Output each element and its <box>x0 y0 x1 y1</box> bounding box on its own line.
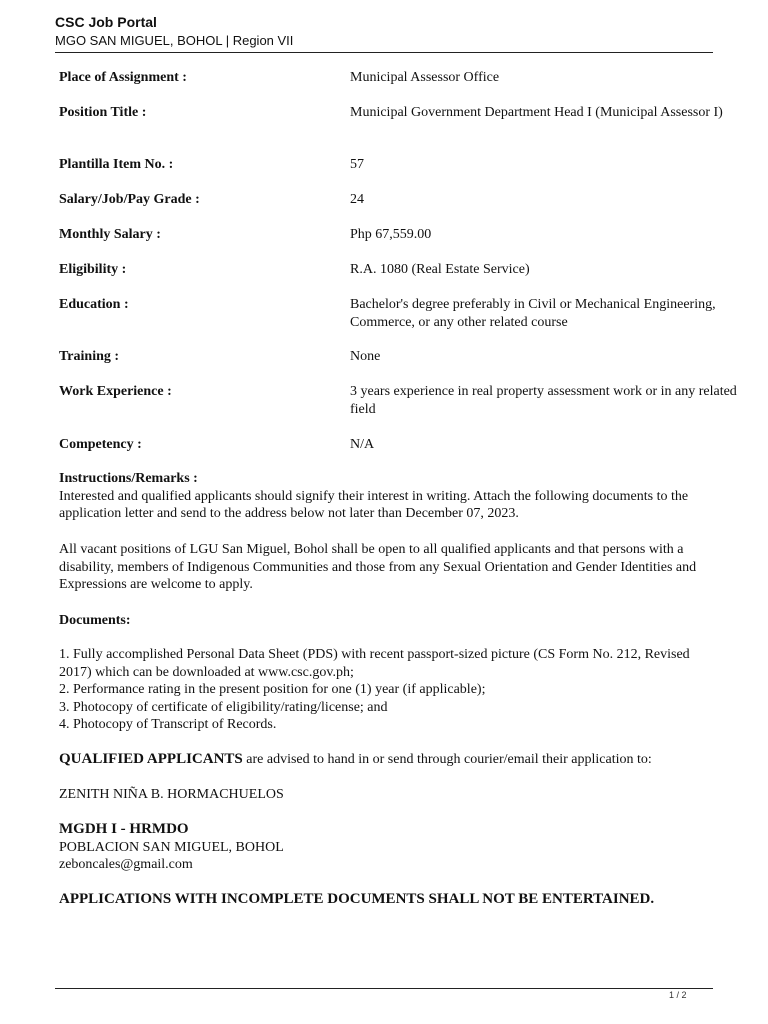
contact-email: zeboncales@gmail.com <box>59 857 193 872</box>
field-value-position-title: Municipal Government Department Head I (Municipal Assessor I) <box>350 105 723 120</box>
field-label-place-of-assignment: Place of Assignment : <box>59 70 187 85</box>
contact-name: ZENITH NIÑA B. HORMACHUELOS <box>59 787 284 802</box>
field-value-monthly-salary: Php 67,559.00 <box>350 227 432 242</box>
contact-block <box>59 821 709 874</box>
qualified-applicants-line <box>59 751 709 769</box>
field-label-training: Training : <box>59 349 120 364</box>
document-item: 1. Fully accomplished Personal Data Sheet (PDS) with recent passport-sized picture (CS Form No. 212, Revised 2017) which can be downloaded at www.csc.gov.ph; <box>59 647 690 680</box>
instructions-section <box>59 470 709 523</box>
office-region: MGO SAN MIGUEL, BOHOL | Region VII <box>55 33 294 48</box>
field-label-education: Education : <box>59 297 129 312</box>
instructions-paragraph: Interested and qualified applicants should signify their interest in writing. Attach the following documents to the application letter and send to the address below not later than December 07, 2023. <box>59 488 689 521</box>
field-label-position-title: Position Title : <box>59 105 147 120</box>
contact-address: POBLACION SAN MIGUEL, BOHOL <box>59 839 284 855</box>
field-value-salary-grade: 24 <box>350 192 364 207</box>
portal-title: CSC Job Portal <box>55 14 157 30</box>
document-item: 2. Performance rating in the present position for one (1) year (if applicable); <box>59 682 486 697</box>
field-value-eligibility: R.A. 1080 (Real Estate Service) <box>350 262 530 277</box>
inclusion-paragraph: All vacant positions of LGU San Miguel, Bohol shall be open to all qualified applicants and that persons with a disability, members of Indigenous Communities and those from any Sexual Orientation and Gender Identities and Expressions are welcome to apply. <box>59 542 697 592</box>
field-value-plantilla-item: 57 <box>350 157 364 172</box>
field-value-place-of-assignment: Municipal Assessor Office <box>350 70 500 85</box>
qualified-applicants-text: are advised to hand in or send through courier/email their application to: <box>242 752 652 767</box>
footer-divider <box>55 988 713 989</box>
field-value-work-experience: 3 years experience in real property assessment work or in any related field <box>350 384 737 417</box>
qualified-applicants-label: QUALIFIED APPLICANTS <box>59 751 243 767</box>
field-label-plantilla-item: Plantilla Item No. : <box>59 157 174 172</box>
field-label-competency: Competency : <box>59 437 142 452</box>
documents-list <box>59 646 709 734</box>
field-label-salary-grade: Salary/Job/Pay Grade : <box>59 192 200 207</box>
page-number: 1 / 2 <box>669 990 687 1000</box>
field-value-education: Bachelor's degree preferably in Civil or Mechanical Engineering, Commerce, or any other related course <box>350 297 716 330</box>
document-item: 4. Photocopy of Transcript of Records. <box>59 717 277 732</box>
field-label-eligibility: Eligibility : <box>59 262 127 277</box>
incomplete-documents-notice: APPLICATIONS WITH INCOMPLETE DOCUMENTS SHALL NOT BE ENTERTAINED. <box>59 891 655 907</box>
field-label-work-experience: Work Experience : <box>59 384 172 399</box>
contact-title: MGDH I - HRMDO <box>59 821 189 837</box>
instructions-heading: Instructions/Remarks : <box>59 471 198 486</box>
document-item: 3. Photocopy of certificate of eligibility/rating/license; and <box>59 699 388 715</box>
documents-heading: Documents: <box>59 613 131 628</box>
field-value-competency: N/A <box>350 437 375 452</box>
field-value-training: None <box>350 349 381 364</box>
header-divider <box>55 52 713 53</box>
field-label-monthly-salary: Monthly Salary : <box>59 227 161 242</box>
